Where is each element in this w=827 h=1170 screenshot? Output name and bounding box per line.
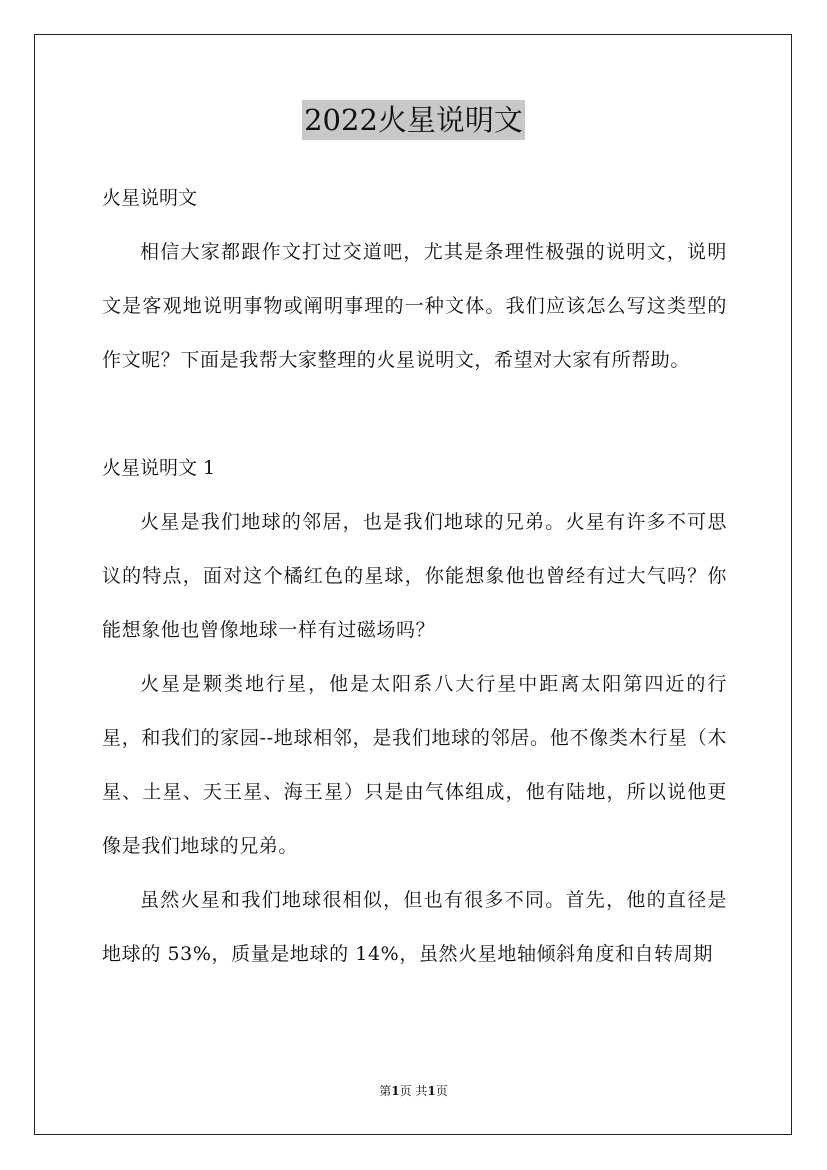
blank-line xyxy=(102,387,727,441)
document-title: 2022火星说明文 xyxy=(302,100,525,140)
title-container xyxy=(0,100,827,140)
footer-suffix: 页 xyxy=(435,1084,448,1098)
section-heading-1: 火星说明文 1 xyxy=(102,457,216,479)
body-paragraph: 火星是我们地球的邻居，也是我们地球的兄弟。火星有许多不可思议的特点，面对这个橘红色的星球，你能想象他也曾经有过大气吗？你能想象他也曾像地球一样有过磁场吗？ xyxy=(102,511,727,641)
footer-mid: 页 共 xyxy=(399,1084,428,1098)
intro-paragraph: 相信大家都跟作文打过交道吧，尤其是条理性极强的说明文，说明文是客观地说明事物或阐明事理的一种文体。我们应该怎么写这类型的作文呢？下面是我帮大家整理的火星说明文，希望对大家有所帮助。 xyxy=(102,241,727,371)
footer-prefix: 第 xyxy=(379,1084,392,1098)
total-page-number: 1 xyxy=(427,1084,436,1098)
document-body xyxy=(102,171,727,981)
current-page-number: 1 xyxy=(391,1084,400,1098)
body-paragraph: 虽然火星和我们地球很相似，但也有很多不同。首先，他的直径是地球的 53%，质量是地球的 14%，虽然火星地轴倾斜角度和自转周期 xyxy=(102,889,727,965)
intro-heading: 火星说明文 xyxy=(102,187,198,209)
body-paragraph: 火星是颗类地行星，他是太阳系八大行星中距离太阳第四近的行星，和我们的家园--地球相邻，是我们地球的邻居。他不像类木行星（木星、土星、天王星、海王星）只是由气体组成，他有陆地，所以说他更像是我们地球的兄弟。 xyxy=(102,673,727,857)
page-footer xyxy=(0,1082,827,1100)
